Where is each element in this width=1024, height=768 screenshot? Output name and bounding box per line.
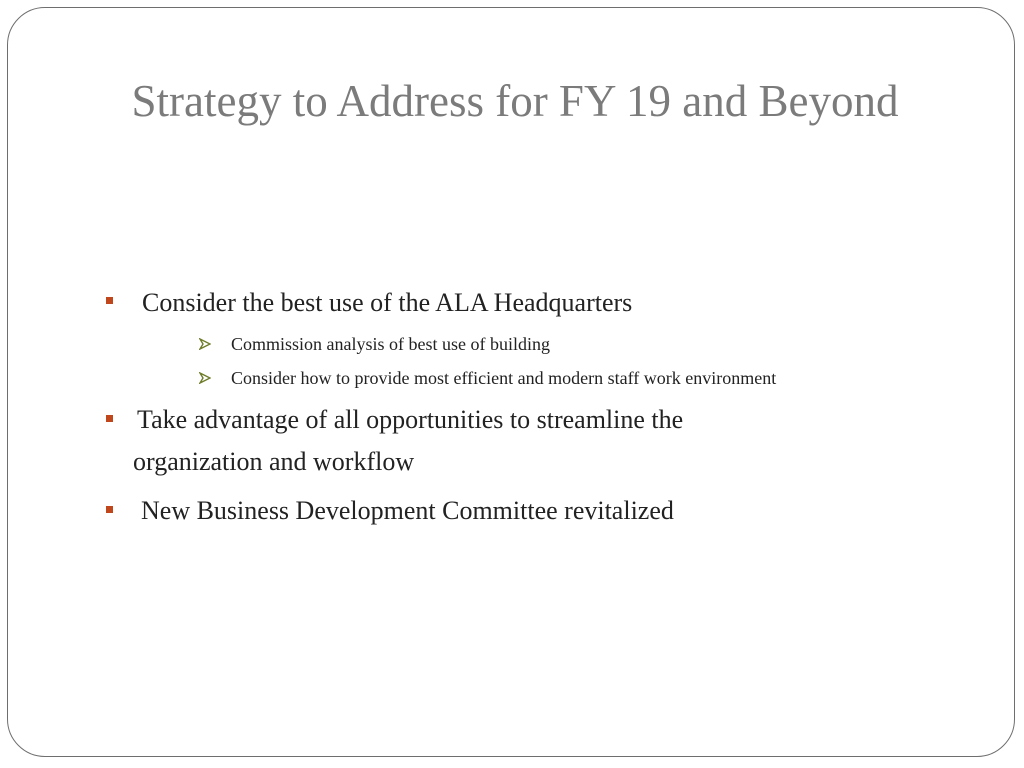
arrowhead-bullet-icon xyxy=(199,338,211,350)
bullet-1-text: Consider the best use of the ALA Headquarters xyxy=(142,288,633,317)
sub-bullet-2-text: Consider how to provide most efficient and modern staff work environment xyxy=(231,368,777,388)
bullet-2-line-1: Take advantage of all opportunities to streamline the xyxy=(137,405,684,434)
bullet-3-text: New Business Development Committee revitalized xyxy=(141,496,674,525)
sub-bullet-1-text: Commission analysis of best use of building xyxy=(231,334,550,354)
square-bullet-icon xyxy=(106,297,113,304)
square-bullet-icon xyxy=(106,415,113,422)
bullet-2-line-2: organization and workflow xyxy=(133,447,415,476)
slide-title-text: Strategy to Address for FY 19 and Beyond xyxy=(131,76,899,126)
arrowhead-bullet-icon xyxy=(199,372,211,384)
square-bullet-icon xyxy=(106,506,113,513)
